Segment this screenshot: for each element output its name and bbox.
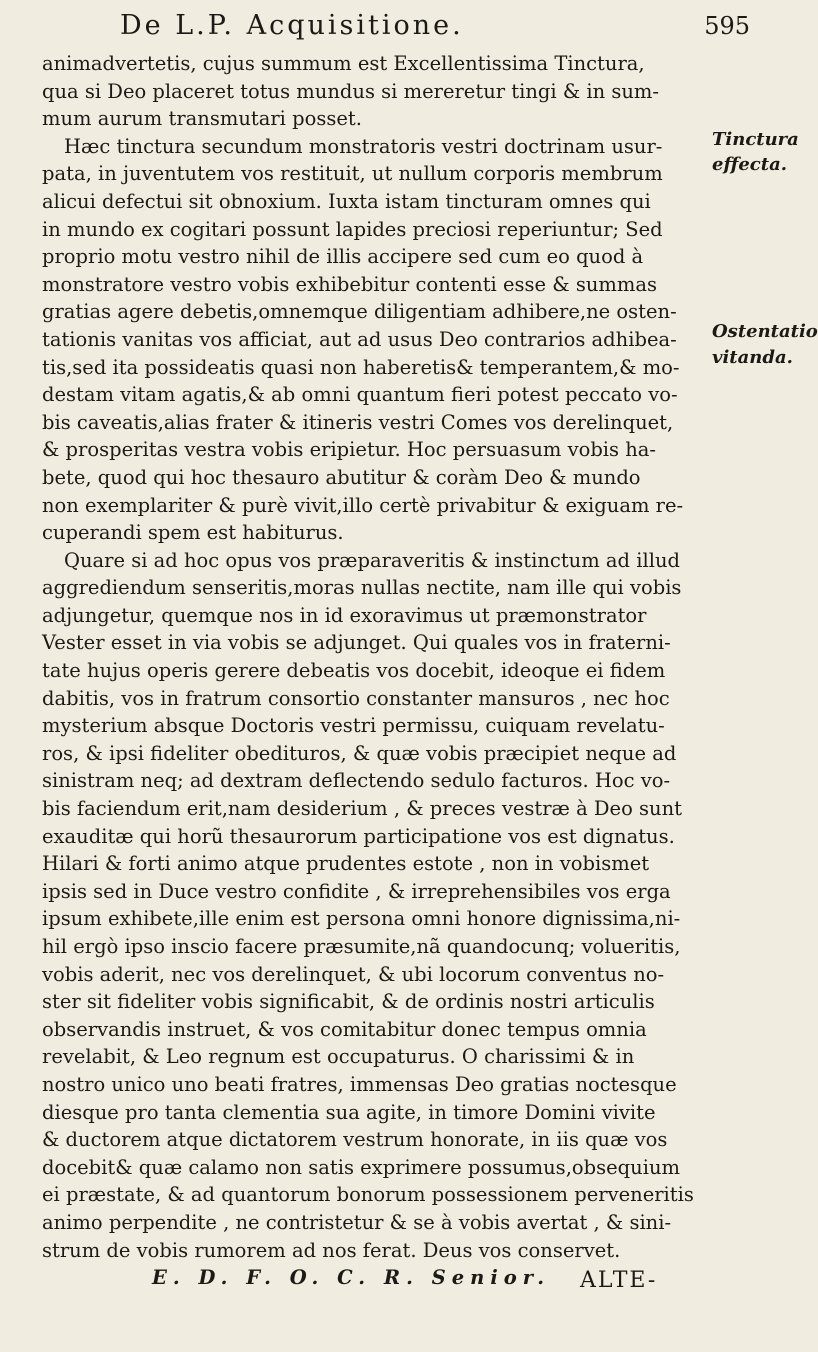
text-line: sinistram neq; ad dextram deflectendo sedulo facturos. Hoc vo- [42, 769, 671, 793]
running-title: De L.P. Acquisitione. [120, 10, 464, 41]
text-line: nostro unico uno beati fratres, immensas Deo gratias noctesque [42, 1072, 677, 1096]
text-line: Quare si ad hoc opus vos præparaveritis & instinctum ad illud [64, 548, 680, 572]
text-line: vobis aderit, nec vos derelinquet, & ubi locorum conventus no- [42, 962, 665, 986]
text-line: tate hujus operis gerere debeatis vos docebit, ideoque ei fidem [42, 659, 666, 683]
text-line: destam vitam agatis,& ab omni quantum fieri potest peccato vo- [42, 383, 678, 407]
margin-note: effecta. [712, 154, 787, 175]
text-line: monstratore vestro vobis exhibebitur contenti esse & summas [42, 272, 658, 296]
text-line: bete, quod qui hoc thesauro abutitur & coràm Deo & mundo [42, 465, 641, 489]
margin-note: Tinctura [712, 129, 799, 150]
text-line: strum de vobis rumorem ad nos ferat. Deus vos conservet. [42, 1238, 621, 1262]
text-line: ipsum exhibete,ille enim est persona omni honore dignissima,ni- [42, 907, 681, 931]
text-line: alicui defectui sit obnoxium. Iuxta istam tincturam omnes qui [42, 189, 651, 213]
text-line: non exemplariter & purè vivit,illo certè privabitur & exiguam re- [42, 493, 684, 517]
text-line: animadvertetis, cujus summum est Excellentissima Tinctura, [42, 52, 645, 75]
text-line: animo perpendite , ne contristetur & se à vobis avertat , & sini- [42, 1210, 672, 1234]
signature: E. D. F. O. C. R. Senior. [152, 1266, 551, 1290]
text-line: proprio motu vestro nihil de illis accipere sed cum eo quod à [42, 245, 644, 269]
text-line: cuperandi spem est habiturus. [42, 521, 344, 545]
text-line: exauditæ qui horũ thesaurorum participatione vos est dignatus. [42, 824, 675, 848]
text-line: & ductorem atque dictatorem vestrum honorate, in iis quæ vos [42, 1128, 668, 1152]
text-line: hil ergò ipso inscio facere præsumite,nã quandocunq; volueritis, [42, 935, 681, 958]
catchword: ALTE- [580, 1268, 658, 1293]
text-line: adjungetur, quemque nos in id exoravimus ut præmonstrator [42, 603, 647, 627]
text-line: revelabit, & Leo regnum est occupaturus. O charissimi & in [42, 1045, 635, 1069]
text-line: Vester esset in via vobis se adjunget. Qui quales vos in fraterni- [42, 631, 671, 655]
text-line: ipsis sed in Duce vestro confidite , & irreprehensibiles vos erga [42, 879, 671, 903]
text-line: tationis vanitas vos afficiat, aut ad usus Deo contrarios adhibea- [42, 327, 677, 351]
margin-note: vitanda. [712, 347, 793, 368]
text-line: diesque pro tanta clementia sua agite, in timore Domini vivite [42, 1100, 656, 1124]
text-line: mum aurum transmutari posset. [42, 107, 362, 131]
text-line: gratias agere debetis,omnemque diligentiam adhibere,ne osten- [42, 300, 677, 324]
text-line: ros, & ipsi fideliter obedituros, & quæ vobis præcipiet neque ad [42, 741, 677, 765]
text-line: docebit& quæ calamo non satis exprimere possumus,obsequium [42, 1155, 680, 1179]
text-line: observandis instruet, & vos comitabitur donec tempus omnia [42, 1017, 647, 1041]
text-line: Hæc tinctura secundum monstratoris vestri doctrinam usur- [64, 134, 663, 158]
text-line: bis caveatis,alias frater & itineris vestri Comes vos derelinquet, [42, 410, 674, 434]
text-line: aggrediendum senseritis,moras nullas nectite, nam ille qui vobis [42, 576, 682, 600]
margin-note: Ostentatio [712, 321, 818, 342]
text-line: mysterium absque Doctoris vestri permissu, cuiquam revelatu- [42, 714, 665, 738]
running-header [120, 10, 750, 44]
text-line: Hilari & forti animo atque prudentes estote , non in vobismet [42, 852, 650, 876]
text-line: ster sit fideliter vobis significabit, & de ordinis nostri articulis [42, 990, 655, 1014]
text-line: qua si Deo placeret totus mundus si mereretur tingi & in sum- [42, 79, 660, 103]
text-line: in mundo ex cogitari possunt lapides preciosi reperiuntur; Sed [42, 217, 663, 241]
text-line: pata, in juventutem vos restituit, ut nullum corporis membrum [42, 162, 663, 186]
text-line: bis faciendum erit,nam desiderium , & preces vestræ à Deo sunt [42, 797, 682, 821]
text-line: & prosperitas vestra vobis eripietur. Hoc persuasum vobis ha- [42, 438, 657, 462]
text-line: tis,sed ita possideatis quasi non haberetis& temperantem,& mo- [42, 355, 680, 379]
text-line: dabitis, vos in fratrum consortio constanter mansuros , nec hoc [42, 686, 670, 710]
text-line: ei præstate, & ad quantorum bonorum possessionem perveneritis [42, 1183, 694, 1207]
body-text [42, 50, 702, 1292]
page-number: 595 [704, 12, 750, 40]
